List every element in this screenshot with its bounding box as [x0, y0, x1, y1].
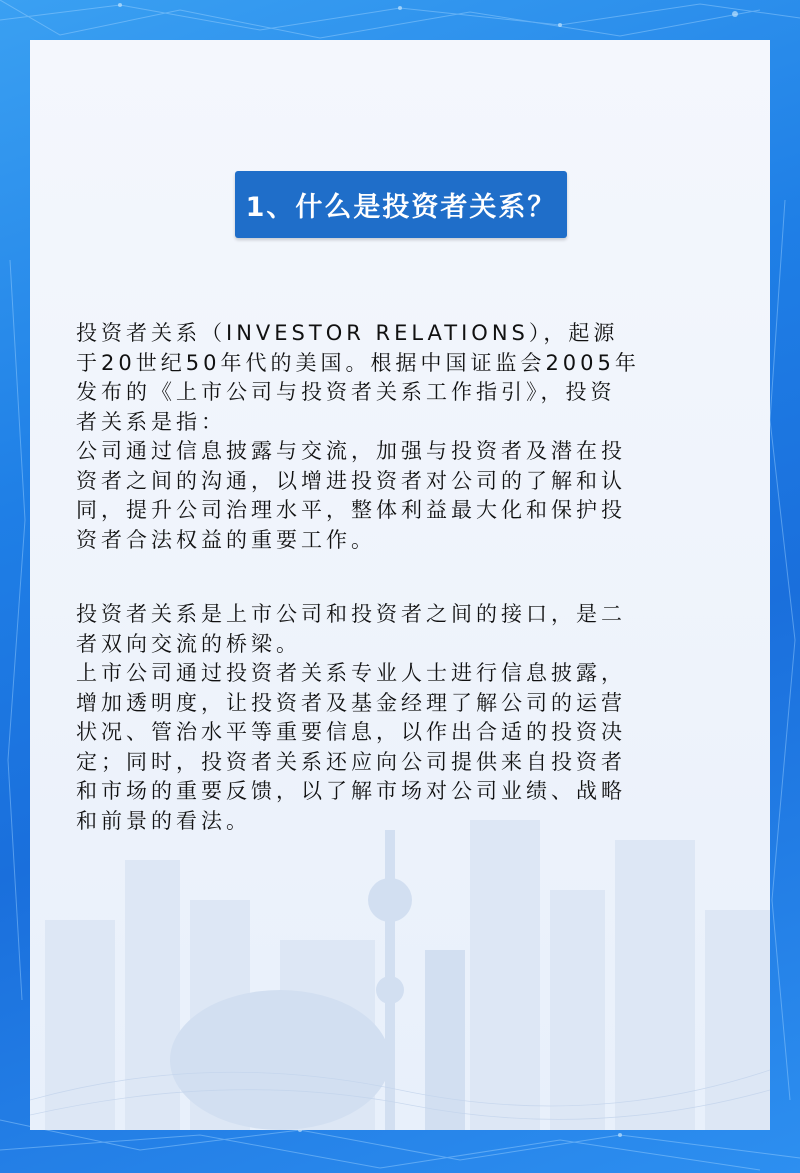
text-line: 定；同时，投资者关系还应向公司提供来自投资者 [76, 749, 626, 774]
section-title: 1、什么是投资者关系？ [245, 192, 557, 223]
text-line: 上市公司通过投资者关系专业人士进行信息披露， [76, 661, 626, 685]
interface-paragraph [76, 600, 726, 836]
text-line: 投资者关系是上市公司和投资者之间的接口，是二 [76, 602, 626, 626]
text-line: 同，提升公司治理水平，整体利益最大化和保护投 [76, 498, 626, 522]
text-line: 投资者关系（INVESTOR RELATIONS），起源 [76, 321, 619, 345]
content-card [30, 40, 770, 1130]
intro-paragraph [76, 319, 726, 555]
text-line: 和前景的看法。 [76, 808, 251, 833]
text-line: 状况、管治水平等重要信息，以作出合适的投资决 [76, 720, 626, 744]
text-line: 者关系是指： [76, 409, 226, 434]
text-line: 资者合法权益的重要工作。 [76, 527, 376, 552]
city-skyline-illustration [30, 800, 770, 1130]
text-line: 于20世纪50年代的美国。根据中国证监会2005年 [76, 350, 640, 375]
text-line: 资者之间的沟通，以增进投资者对公司的了解和认 [76, 468, 626, 493]
text-line: 和市场的重要反馈，以了解市场对公司业绩、战略 [76, 779, 626, 803]
text-line: 者双向交流的桥梁。 [76, 631, 301, 656]
text-line: 增加透明度，让投资者及基金经理了解公司的运营 [76, 690, 626, 715]
text-line: 公司通过信息披露与交流，加强与投资者及潜在投 [76, 439, 626, 463]
text-line: 发布的《上市公司与投资者关系工作指引》，投资 [76, 380, 616, 404]
section-title-banner [235, 171, 567, 238]
